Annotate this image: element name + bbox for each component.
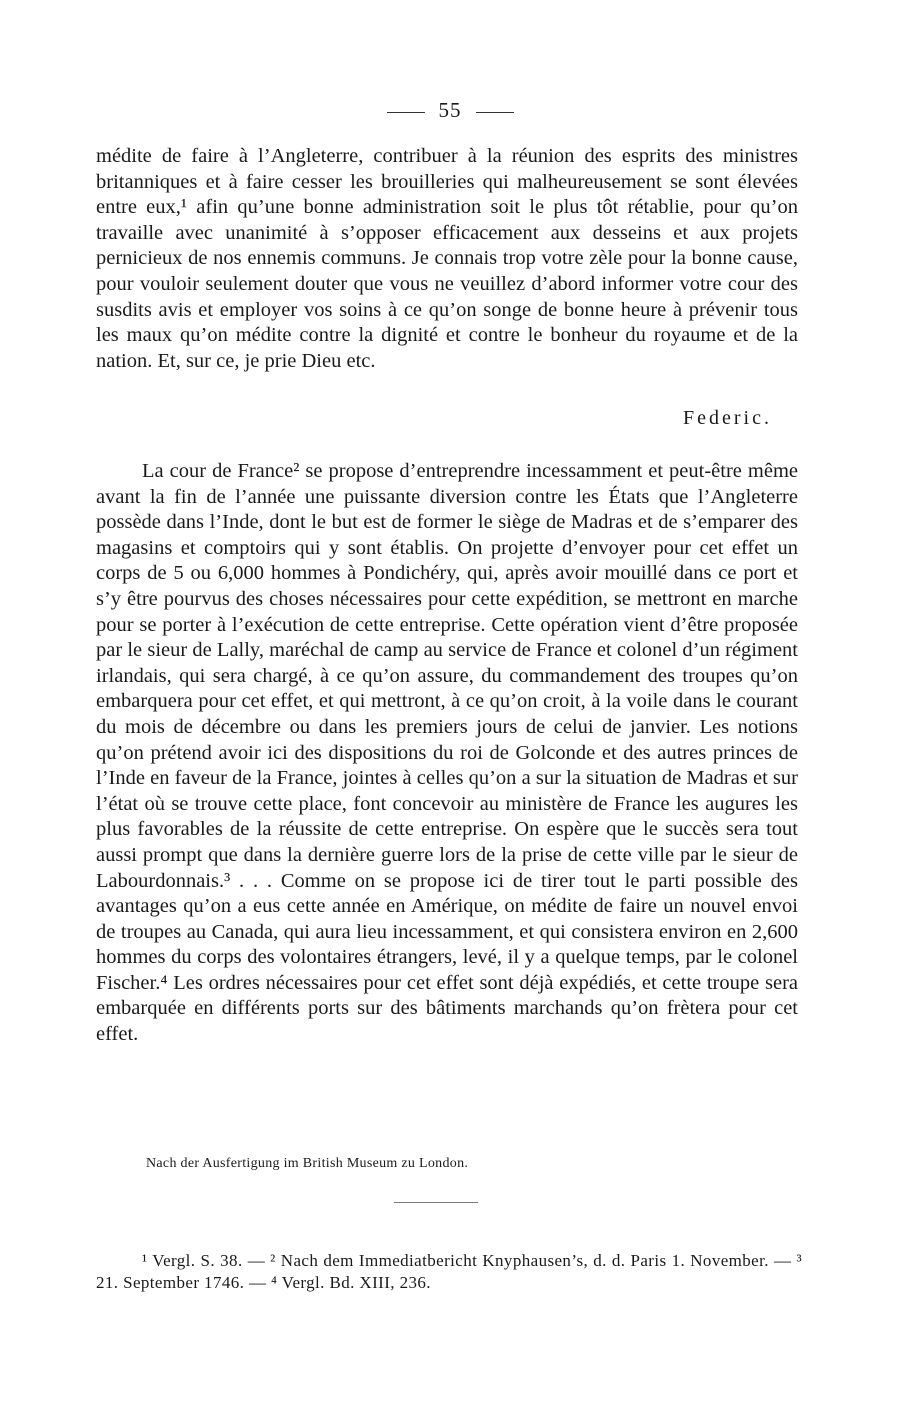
header-dash-right <box>476 112 514 113</box>
page-number: 55 <box>438 98 462 122</box>
footnotes <box>96 1250 802 1294</box>
paragraph-continuation: médite de faire à l’Angleterre, contribuer à la réunion des esprits des ministres britanniques et à faire cesser les brouilleries qui malheureusement se sont élevées entre eux,¹ afin qu’une bonne administration soit le plus tôt rétablie, pour qu’on travaille avec unanimité à s’opposer efficacement aux desseins et aux projets pernicieux de nos ennemis communs. Je connais trop votre zèle pour la bonne cause, pour vouloir seulement douter que vous ne veuillez d’abord informer votre cour des susdits avis et employer vos soins à ce qu’on songe de bonne heure à prévenir tous les maux qu’on médite contre la dignité et contre le bonheur du royaume et de la nation. Et, sur ce, je prie Dieu etc. <box>96 145 798 372</box>
paragraph-report <box>96 459 798 1048</box>
source-note: Nach der Ausfertigung im British Museum zu London. <box>146 1156 469 1171</box>
header-dash-left <box>387 112 425 113</box>
paragraph-report-text: La cour de France² se propose d’entreprendre incessamment et peut-être même avant la fin de l’année une puissante diversion contre les États que l’Angleterre possède dans l’Inde, dont le but est de former le siège de Madras et de s’emparer des magasins et comptoirs qui y sont établis. On projette d’envoyer pour cet effet un corps de 5 ou 6,000 hommes à Pondichéry, qui, après avoir mouillé dans ce port et s’y être pourvus des choses nécessaires pour cette expédition, se mettront en marche pour se porter à l’exécution de cette entreprise. Cette opération vient d’être proposée par le sieur de Lally, maréchal de camp au service de France et colonel d’un régiment irlandais, qui sera chargé, à ce qu’on assure, du commandement des troupes qu’on embarquera pour cet effet, et qui mettront, à ce qu’on croit, à la voile dans le courant du mois de décembre ou dans les premiers jours de celui de janvier. Les notions qu’on prétend avoir ici des dispositions du roi de Golconde et des autres princes de l’Inde en faveur de la France, jointes à celles qu’on a sur la situation de Madras et sur l’état où se trouve cette place, font concevoir au ministère de France les augures les plus favorables de la réussite de cette entreprise. On espère que le succès sera tout aussi prompt que dans la dernière guerre lors de la prise de cette ville par le sieur de Labourdonnais.³ . . . Comme on se propose ici de tirer tout le parti possible des avantages qu’on a eus cette année en Amérique, on médite de faire un nouvel envoi de troupes au Canada, qui aura lieu incessamment, et qui consistera environ en 2,600 hommes du corps des volontaires étrangers, levé, il y a quelque temps, par le colonel Fischer.⁴ Les ordres nécessaires pour cet effet sont déjà expédiés, et cette troupe sera embarquée en différents ports sur des bâtiments marchands qu’on frètera pour cet effet. <box>96 460 798 1046</box>
footnote-separator <box>394 1202 478 1203</box>
footnotes-text: ¹ Vergl. S. 38. — ² Nach dem Immediatbericht Knyphausen’s, d. d. Paris 1. November. — ³ 21. September 1746. — ⁴ Vergl. Bd. XIII, 236. <box>96 1251 802 1292</box>
signature: Federic. <box>683 407 772 429</box>
page-header <box>0 98 900 123</box>
